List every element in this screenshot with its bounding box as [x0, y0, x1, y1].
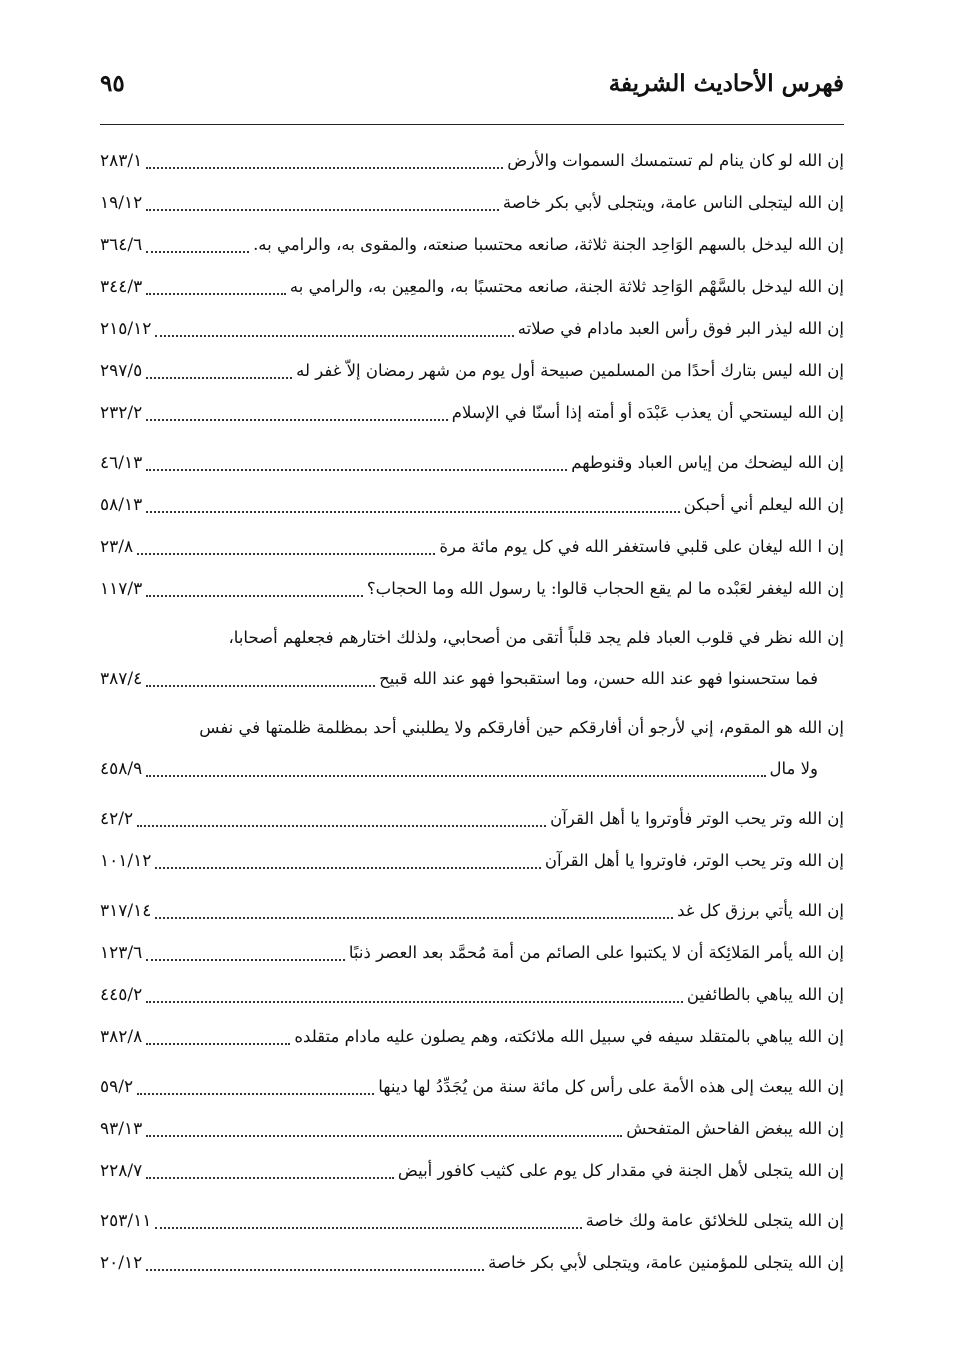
dot-leader — [137, 1093, 374, 1095]
entry-line — [100, 932, 844, 974]
index-entry — [100, 526, 844, 568]
index-entry — [100, 266, 844, 308]
entry-line — [100, 1016, 844, 1058]
hadith-text: إن الله ليستحي أن يعذب عَبْدَه أو أمته إذا أسنّا في الإسلام — [451, 403, 844, 422]
hadith-text: إن الله يتجلى لأهل الجنة في مقدار كل يوم على كثيب كافور أبيض — [397, 1161, 844, 1180]
entry-line — [100, 798, 844, 840]
entry-line — [100, 484, 844, 526]
header-divider — [100, 124, 844, 125]
volume-page-ref: ٢١٥/١٢ — [100, 319, 152, 339]
spacer — [100, 434, 844, 442]
volume-page-ref: ٣٦٤/٦ — [100, 235, 143, 255]
entry-text-line — [100, 708, 844, 748]
index-entry — [100, 140, 844, 182]
hadith-text: ولا مال — [769, 759, 818, 778]
entry-line — [100, 140, 844, 182]
index-entry — [100, 182, 844, 224]
entry-line — [100, 748, 844, 790]
spacer — [100, 1192, 844, 1200]
entry-line — [100, 442, 844, 484]
hadith-text: فما ستحسنوا فهو عند الله حسن، وما استقبحوا فهو عند الله قبيح — [379, 669, 818, 688]
hadith-text: إن الله هو المقوم، إني لأرجو أن أفارقكم حين أفارقكم ولا يطلبني أحد بمظلمة ظلمتها في نفس — [199, 718, 844, 737]
volume-page-ref: ٣٤٤/٣ — [100, 277, 143, 297]
volume-page-ref: ٢٠/١٢ — [100, 1253, 143, 1273]
dot-leader — [146, 377, 292, 379]
hadith-text: إن الله يتجلى للخلائق عامة ولك خاصة — [585, 1211, 844, 1230]
dot-leader — [146, 1043, 290, 1045]
dot-leader — [155, 1227, 581, 1229]
dot-leader — [146, 775, 765, 777]
entry-line — [100, 392, 844, 434]
entry-line — [100, 182, 844, 224]
dot-leader — [146, 685, 375, 687]
entry-line — [100, 1200, 844, 1242]
index-entry — [100, 974, 844, 1016]
dot-leader — [155, 867, 540, 869]
entry-line — [100, 308, 844, 350]
index-entry — [100, 308, 844, 350]
hadith-text: إن الله وتر يحب الوتر فأوتروا يا أهل القرآن — [550, 809, 844, 828]
dot-leader — [146, 959, 345, 961]
entry-line — [100, 890, 844, 932]
dot-leader — [146, 251, 249, 253]
entry-line — [100, 1150, 844, 1192]
volume-page-ref: ٥٨/١٣ — [100, 495, 143, 515]
volume-page-ref: ١٠١/١٢ — [100, 851, 152, 871]
hadith-text: إن ا الله ليغان على قلبي فاستغفر الله في كل يوم مائة مرة — [439, 537, 844, 556]
volume-page-ref: ٢٣/٨ — [100, 537, 134, 557]
entry-line — [100, 224, 844, 266]
dot-leader — [137, 825, 546, 827]
volume-page-ref: ٢٢٨/٧ — [100, 1161, 143, 1181]
volume-page-ref: ٩٣/١٣ — [100, 1119, 143, 1139]
spacer — [100, 882, 844, 890]
index-entry — [100, 932, 844, 974]
volume-page-ref: ٢٥٣/١١ — [100, 1211, 152, 1231]
hadith-text: إن الله يأمر المَلائِكة أن لا يكتبوا على الصائم من أمة مُحمَّد بعد العصر ذنبًا — [348, 943, 844, 962]
volume-page-ref: ٤٦/١٣ — [100, 453, 143, 473]
hadith-text: إن الله لو كان ينام لم تستمسك السموات والأرض — [507, 151, 844, 170]
dot-leader — [146, 511, 679, 513]
volume-page-ref: ٢٣٢/٢ — [100, 403, 143, 423]
index-entry — [100, 392, 844, 434]
dot-leader — [146, 209, 499, 211]
entry-line — [100, 1066, 844, 1108]
entry-line — [100, 350, 844, 392]
page-title: فهرس الأحاديث الشريفة — [608, 70, 844, 97]
dot-leader — [137, 553, 435, 555]
dot-leader — [146, 1001, 683, 1003]
volume-page-ref: ٥٩/٢ — [100, 1077, 134, 1097]
index-entry — [100, 224, 844, 266]
hadith-index-list — [100, 140, 844, 1284]
dot-leader — [146, 167, 503, 169]
index-entry — [100, 1242, 844, 1284]
index-entry — [100, 1016, 844, 1058]
entry-line — [100, 658, 844, 700]
index-entry — [100, 1108, 844, 1150]
entry-line — [100, 840, 844, 882]
dot-leader — [146, 1177, 394, 1179]
hadith-text: إن الله يأتي برزق كل غد — [677, 901, 844, 920]
hadith-text: إن الله نظر في قلوب العباد فلم يجد قلباً أتقى من أصحابي، ولذلك اختارهم فجعلهم أصحابا، — [228, 628, 844, 647]
volume-page-ref: ٤٤٥/٢ — [100, 985, 143, 1005]
hadith-text: إن الله ليغفر لعَبْده ما لم يقع الحجاب قالوا: يا رسول الله وما الحجاب؟ — [366, 579, 844, 598]
index-entry — [100, 708, 844, 790]
volume-page-ref: ٣١٧/١٤ — [100, 901, 152, 921]
volume-page-ref: ٢٨٣/١ — [100, 151, 143, 171]
dot-leader — [155, 917, 673, 919]
hadith-text: إن الله يتجلى للمؤمنين عامة، ويتجلى لأبي بكر خاصة — [488, 1253, 844, 1272]
entry-line — [100, 1242, 844, 1284]
dot-leader — [146, 469, 567, 471]
hadith-text: إن الله وتر يحب الوتر، فاوتروا يا أهل القرآن — [544, 851, 844, 870]
index-entry — [100, 1150, 844, 1192]
hadith-text: إن الله ليتجلى الناس عامة، ويتجلى لأبي بكر خاصة — [502, 193, 844, 212]
entry-line — [100, 1108, 844, 1150]
index-entry — [100, 568, 844, 610]
spacer — [100, 610, 844, 618]
hadith-text: إن الله ليدخل بالسَّهْم الوَاحِد ثلاثة الجنة، صانعه محتسبًا به، والمعِين به، والرامي به — [289, 277, 844, 296]
volume-page-ref: ٢٩٧/٥ — [100, 361, 143, 381]
index-entry — [100, 484, 844, 526]
index-entry — [100, 1200, 844, 1242]
volume-page-ref: ٤٢/٢ — [100, 809, 134, 829]
hadith-text: إن الله يبعث إلى هذه الأمة على رأس كل مائة سنة من يُجَدِّدُ لها دينها — [378, 1077, 844, 1096]
dot-leader — [146, 419, 447, 421]
dot-leader — [146, 1269, 484, 1271]
page-number: ٩٥ — [100, 70, 125, 97]
entry-text-line — [100, 618, 844, 658]
entry-line — [100, 266, 844, 308]
page-header — [100, 70, 844, 110]
hadith-text: إن الله ليعلم أني أحبكن — [683, 495, 844, 514]
spacer — [100, 700, 844, 708]
entry-line — [100, 974, 844, 1016]
volume-page-ref: ٤٥٨/٩ — [100, 759, 143, 779]
hadith-text: إن الله ليدخل بالسهم الوَاحِد الجنة ثلاثة، صانعه محتسبا صنعته، والمقوى به، والرامي به. — [253, 235, 844, 254]
index-entry — [100, 350, 844, 392]
hadith-text: إن الله يباهي بالمتقلد سيفه في سبيل الله ملائكته، وهم يصلون عليه مادام متقلده — [294, 1027, 844, 1046]
dot-leader — [146, 595, 363, 597]
hadith-text: إن الله يباهي بالطائفين — [686, 985, 844, 1004]
index-entry — [100, 618, 844, 700]
spacer — [100, 1058, 844, 1066]
hadith-text: إن الله ليس بتارك أحدًا من المسلمين صبيحة أول يوم من شهر رمضان إلاّ غفر له — [296, 361, 844, 380]
index-entry — [100, 840, 844, 882]
volume-page-ref: ٣٨٧/٤ — [100, 669, 143, 689]
hadith-text: إن الله يبغض الفاحش المتفحش — [626, 1119, 844, 1138]
hadith-text: إن الله ليذر البر فوق رأس العبد مادام في صلاته — [517, 319, 844, 338]
volume-page-ref: ١٩/١٢ — [100, 193, 143, 213]
dot-leader — [146, 1135, 622, 1137]
index-entry — [100, 442, 844, 484]
index-entry — [100, 798, 844, 840]
hadith-text: إن الله ليضحك من إياس العباد وقنوطهم — [571, 453, 844, 472]
dot-leader — [155, 335, 513, 337]
spacer — [100, 790, 844, 798]
entry-line — [100, 526, 844, 568]
volume-page-ref: ٣٨٢/٨ — [100, 1027, 143, 1047]
index-entry — [100, 1066, 844, 1108]
volume-page-ref: ١١٧/٣ — [100, 579, 143, 599]
dot-leader — [146, 293, 286, 295]
entry-line — [100, 568, 844, 610]
volume-page-ref: ١٢٣/٦ — [100, 943, 143, 963]
index-entry — [100, 890, 844, 932]
